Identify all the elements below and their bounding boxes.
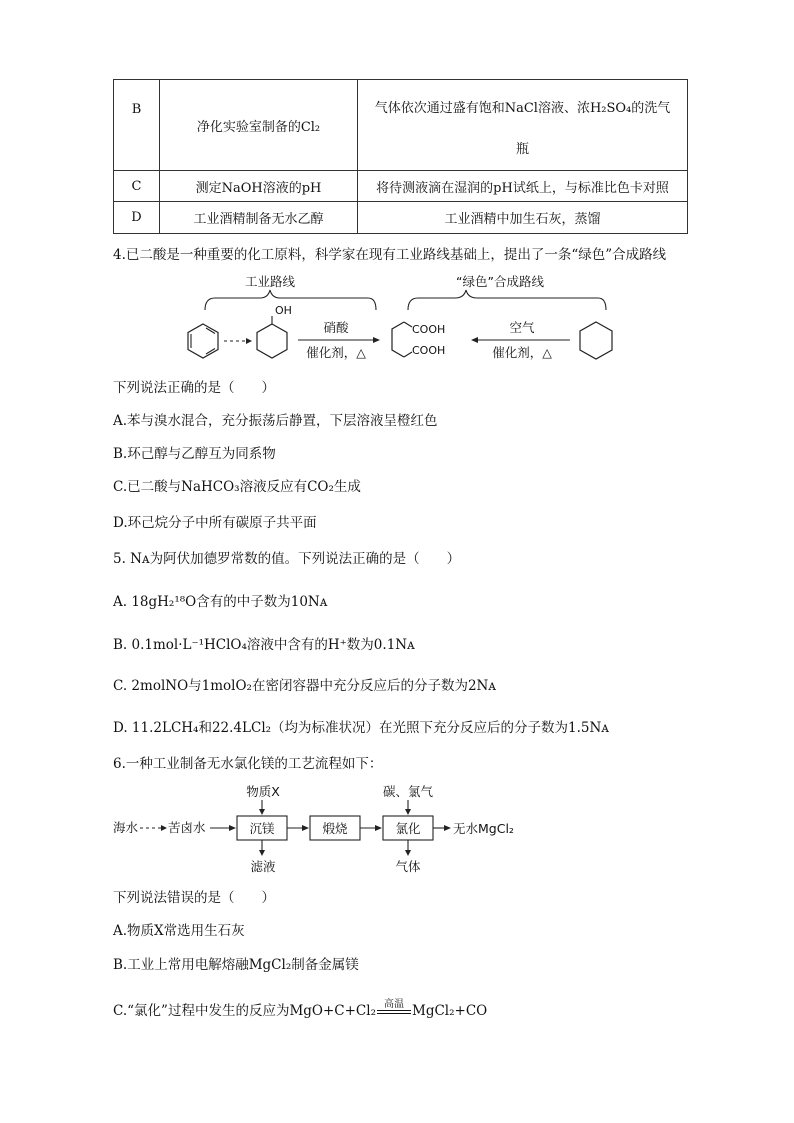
options-table [113,79,688,234]
flow-product: 无水MgCl₂ [453,821,514,836]
q6-process-flow [0,778,794,888]
row-purpose: 净化实验室制备的Cl₂ [160,80,358,171]
row-purpose: 工业酒精制备无水乙醇 [160,202,358,234]
flow-seawater: 海水 [113,820,139,835]
cyclohexanol-structure [257,304,292,358]
reaction-arrow [377,998,411,1018]
cyclohexane-structure [580,322,612,359]
reagent-air: 空气 [509,320,535,335]
q5-option-a: A. 18gH₂¹⁸O含有的中子数为10Nᴀ [113,594,328,610]
row-letter: D [114,202,160,234]
q6-stem: 6.一种工业制备无水氯化镁的工艺流程如下： [113,756,383,772]
table-row [114,80,688,171]
benzene-structure [188,324,218,358]
adipic-acid-structure [392,322,445,357]
green-route-label: “绿色”合成路线 [456,274,544,289]
row-method: 工业酒精中加生石灰，蒸馏 [358,202,688,234]
row-letter: C [114,171,160,202]
q5-option-b: B. 0.1mol·L⁻¹HClO₄溶液中含有的H⁺数为0.1Nᴀ [113,637,415,653]
reaction-condition: 高温 [384,998,404,1010]
q4-option-c: C.已二酸与NaHCO₃溶液反应有CO₂生成 [113,479,361,495]
q6-option-a: A.物质X常选用生石灰 [113,923,245,939]
row-method: 将待测液滴在湿润的pH试纸上，与标准比色卡对照 [358,171,688,202]
row-purpose: 测定NaOH溶液的pH [160,171,358,202]
row-method: 气体依次通过盛有饱和NaCl溶液、浓H₂SO₄的洗气 瓶 [358,80,688,171]
svg-text:煅烧: 煅烧 [322,821,348,836]
table-row [114,171,688,202]
flow-carbon-chlorine: 碳、氯气 [382,784,434,799]
cooh-top: COOH [412,323,446,336]
q4-option-d: D.环己烷分子中所有碳原子共平面 [113,515,317,531]
q6-option-b: B.工业上常用电解熔融MgCl₂制备金属镁 [113,957,359,973]
row-letter: B [114,80,160,171]
q5-option-c: C. 2molNO与1molO₂在密闭容器中充分反应后的分子数为2Nᴀ [113,678,496,694]
q4-synthesis-scheme [0,270,794,370]
q5-option-d: D. 11.2LCH₄和22.4LCl₂（均为标准状况）在光照下充分反应后的分子数为1.5Nᴀ [113,720,609,736]
svg-text:沉镁: 沉镁 [249,821,275,836]
reagent-nitric-acid: 硝酸 [323,320,349,335]
q5-stem: 5. Nᴀ为阿伏加德罗常数的值。下列说法正确的是（ ） [113,551,461,567]
q4-option-a: A.苯与溴水混合，充分振荡后静置，下层溶液呈橙红色 [113,413,438,429]
cooh-bottom: COOH [412,344,446,357]
condition-catalyst-2: 催化剂，△ [492,345,552,360]
industrial-route-label: 工业路线 [244,274,296,289]
q6-option-c: C.“氯化”过程中发生的反应为MgO+C+Cl₂ 高温 MgCl₂+CO [113,999,487,1019]
oh-label: OH [275,304,292,317]
table-row [114,202,688,234]
q4-question: 下列说法正确的是（ ） [113,380,275,396]
flow-filtrate: 滤液 [250,859,276,874]
flow-gas: 气体 [395,859,421,874]
flow-brine: 苦卤水 [168,820,206,835]
flow-substance-x: 物质X [246,784,280,799]
q4-stem: 4.已二酸是一种重要的化工原料，科学家在现有工业路线基础上，提出了一条“绿色”合成路线 [113,247,667,263]
condition-catalyst-1: 催化剂，△ [306,345,366,360]
q6-question: 下列说法错误的是（ ） [113,890,275,906]
svg-text:氯化: 氯化 [395,821,421,836]
q4-option-b: B.环己醇与乙醇互为同系物 [113,446,276,462]
